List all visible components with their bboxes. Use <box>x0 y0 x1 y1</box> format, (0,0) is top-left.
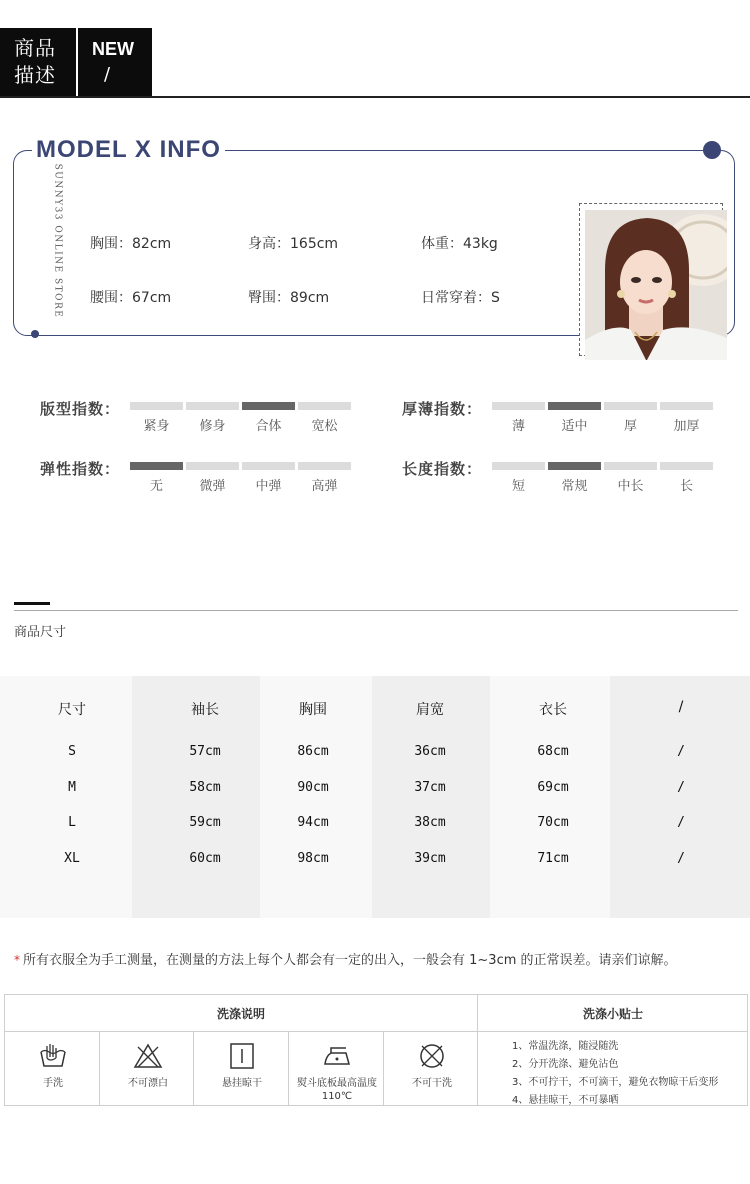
index-title: 厚薄指数： <box>402 400 483 418</box>
size-table-cell: L <box>68 815 76 830</box>
wash-row-line-right <box>478 1031 748 1032</box>
index-option-label: 微弹 <box>199 479 226 494</box>
store-vertical-text: SUNNY33 ONLINE STORE <box>52 163 63 319</box>
wash-tip: 1、常温洗涤，随浸随洗 <box>512 1041 619 1052</box>
size-table-cell: 60cm <box>189 851 221 866</box>
wash-item-no-dry-clean <box>384 1032 480 1105</box>
header-title: 商品描述 <box>14 36 56 87</box>
size-table-cell: 86cm <box>297 744 329 759</box>
size-section-title: 商品尺寸 <box>14 625 67 640</box>
size-table-cell: 37cm <box>414 780 446 795</box>
size-table-header-cell: 衣长 <box>539 702 567 718</box>
size-table-cell: 59cm <box>189 815 221 830</box>
size-table-cell: / <box>677 780 685 795</box>
size-table-cell: 38cm <box>414 815 446 830</box>
size-table-cell: 57cm <box>189 744 221 759</box>
model-info-title: MODEL X INFO <box>32 136 225 164</box>
wash-tip: 4、悬挂晾干，不可暴晒 <box>512 1095 619 1106</box>
model-info-dot <box>703 141 721 159</box>
size-table-cell: 69cm <box>537 780 569 795</box>
iron-icon <box>322 1042 352 1070</box>
no-dry-clean-icon <box>417 1042 447 1070</box>
size-table-cell: 70cm <box>537 815 569 830</box>
index-segment <box>130 402 183 410</box>
size-table-cell: S <box>68 744 76 759</box>
index-option-label: 合体 <box>255 419 282 434</box>
size-table-cell: 36cm <box>414 744 446 759</box>
wash-item-hang-dry <box>194 1032 290 1105</box>
size-table-header-cell: 肩宽 <box>416 702 444 718</box>
index-title: 版型指数： <box>40 400 121 418</box>
index-segment-selected <box>548 462 601 470</box>
index-option-label: 适中 <box>561 419 588 434</box>
size-table-cell: 90cm <box>297 780 329 795</box>
wash-tip: 3、不可拧干，不可滴干，避免衣物晾干后变形 <box>512 1077 719 1088</box>
index-option-label: 薄 <box>511 419 525 434</box>
size-section-accent <box>14 602 50 605</box>
size-table-cell: / <box>677 815 685 830</box>
size-table-column <box>372 676 490 918</box>
size-table-cell: 58cm <box>189 780 221 795</box>
size-table-cell: / <box>677 744 685 759</box>
size-table-column <box>610 676 750 918</box>
index-option-label: 高弹 <box>311 479 338 494</box>
index-option-label: 厚 <box>623 419 637 434</box>
new-slash: / <box>104 64 111 85</box>
measurement-note <box>14 949 677 968</box>
index-option-label: 中长 <box>617 479 644 494</box>
size-section-line <box>14 610 738 611</box>
index-segment-selected <box>548 402 601 410</box>
wash-item-label: 熨斗底板最高温度110℃ <box>297 1078 377 1102</box>
index-option-label: 长 <box>679 479 693 494</box>
no-bleach-icon <box>133 1042 163 1070</box>
wash-item-label: 悬挂晾干 <box>222 1078 262 1089</box>
index-segment <box>660 402 713 410</box>
index-option-label: 加厚 <box>673 419 700 434</box>
wash-table <box>4 994 748 1106</box>
index-title: 弹性指数： <box>40 460 121 478</box>
model-weight: 体重：43kg <box>421 236 498 252</box>
wash-item-label: 不可漂白 <box>128 1078 168 1089</box>
index-segment <box>242 462 295 470</box>
hang-dry-icon <box>227 1042 257 1070</box>
index-segment <box>298 402 351 410</box>
size-table-cell: 98cm <box>297 851 329 866</box>
size-table-header-cell: 胸围 <box>299 702 327 718</box>
wash-tip: 2、分开洗涤、避免沾色 <box>512 1059 619 1070</box>
index-option-label: 无 <box>149 479 163 494</box>
index-segment <box>492 462 545 470</box>
note-star: * <box>14 953 20 967</box>
header-black-block <box>0 28 152 96</box>
wash-tips-title: 洗涤小贴士 <box>582 1007 643 1021</box>
header-divider <box>76 28 78 96</box>
new-label: NEW <box>92 39 134 59</box>
size-table-column <box>260 676 372 918</box>
index-segment <box>186 402 239 410</box>
size-table-header-cell: 尺寸 <box>58 702 86 718</box>
size-table-column <box>490 676 610 918</box>
index-segment <box>492 402 545 410</box>
model-bust: 胸围：82cm <box>90 236 172 252</box>
header-underline <box>0 96 750 98</box>
model-photo <box>585 210 727 360</box>
size-table-cell: 94cm <box>297 815 329 830</box>
wash-item-iron <box>289 1032 385 1105</box>
model-info-small-dot <box>31 330 39 338</box>
index-option-label: 紧身 <box>143 419 170 434</box>
wash-item-label: 不可干洗 <box>412 1078 452 1089</box>
index-segment-selected <box>242 402 295 410</box>
model-waist: 腰围：67cm <box>90 290 172 306</box>
hand-wash-icon <box>38 1042 68 1070</box>
model-daily-size: 日常穿着：S <box>421 290 500 306</box>
model-height: 身高：165cm <box>248 236 339 252</box>
note-text: 所有衣服全为手工测量，在测量的方法上每个人都会有一定的出入，一般会有 1~3cm 的正常误差。请亲们谅解。 <box>23 953 677 968</box>
size-table-cell: XL <box>64 851 80 866</box>
wash-instructions-title: 洗涤说明 <box>216 1007 265 1021</box>
page-header <box>0 28 750 98</box>
size-table-cell: / <box>677 851 685 866</box>
size-table-cell: 71cm <box>537 851 569 866</box>
index-segment-selected <box>130 462 183 470</box>
index-title: 长度指数： <box>402 460 483 478</box>
index-segment <box>604 402 657 410</box>
wash-item-no-bleach <box>100 1032 196 1105</box>
index-option-label: 修身 <box>199 419 226 434</box>
index-option-label: 短 <box>511 479 525 494</box>
size-table-header-cell: 袖长 <box>191 702 219 718</box>
index-segment <box>186 462 239 470</box>
size-table-header-cell: / <box>678 699 684 715</box>
size-table-column <box>0 676 132 918</box>
wash-item-hand-wash <box>5 1032 101 1105</box>
size-table-cell: M <box>68 780 76 795</box>
model-portrait-illustration <box>585 210 727 360</box>
index-segment <box>660 462 713 470</box>
size-table-cell: 68cm <box>537 744 569 759</box>
size-table-cell: 39cm <box>414 851 446 866</box>
model-hip: 臀围：89cm <box>248 290 330 306</box>
wash-item-label: 手洗 <box>43 1078 63 1089</box>
index-option-label: 宽松 <box>311 419 338 434</box>
index-option-label: 中弹 <box>255 479 282 494</box>
index-segment <box>298 462 351 470</box>
size-table-column <box>132 676 260 918</box>
index-option-label: 常规 <box>561 479 588 494</box>
index-segment <box>604 462 657 470</box>
